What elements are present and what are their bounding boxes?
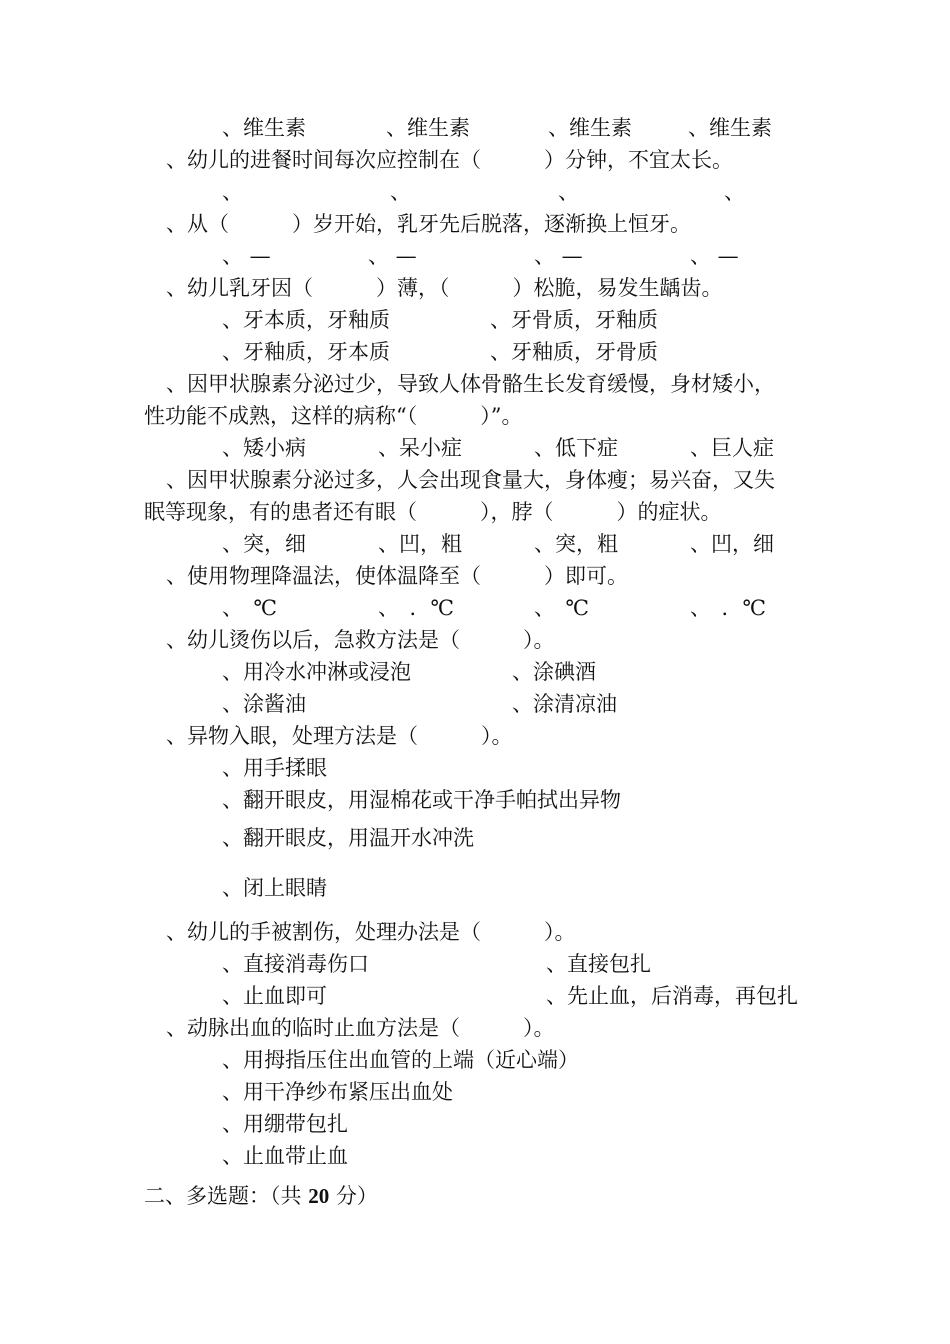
- question-eye: 、异物入眼，处理方法是（ ）。: [166, 724, 513, 748]
- option-b: 、呆小症: [378, 436, 462, 460]
- option-a: 、用手揉眼: [222, 756, 327, 780]
- question-thyroid-low: 、因甲状腺素分泌过少，导致人体骨骼生长发育缓慢，身材矮小，: [166, 372, 775, 396]
- option-b: 、牙骨质，牙釉质: [490, 308, 658, 332]
- option-a: 、 —: [222, 244, 271, 268]
- question-cooling: 、使用物理降温法，使体温降至（ ）即可。: [166, 564, 628, 588]
- option-c: 、涂酱油: [222, 692, 306, 716]
- option-b: 、维生素: [386, 116, 470, 140]
- option-d: 、止血带止血: [222, 1144, 348, 1168]
- option-d: 、牙釉质，牙骨质: [490, 340, 658, 364]
- option-c: 、 ℃: [534, 596, 589, 620]
- option-d: 、巨人症: [690, 436, 774, 460]
- option-d: 、闭上眼睛: [222, 876, 327, 900]
- option-b: 、用干净纱布紧压出血处: [222, 1080, 453, 1104]
- question-thyroid-low-cont: 性功能不成熟，这样的病称“（ ）”。: [144, 404, 523, 428]
- option-d: 、涂清凉油: [512, 692, 617, 716]
- option-d: 、凹，细: [690, 532, 774, 556]
- option-d: 、 —: [690, 244, 739, 268]
- option-b: 、翻开眼皮，用湿棉花或干净手帕拭出异物: [222, 788, 621, 812]
- section-heading-suffix: 分）: [329, 1184, 378, 1208]
- option-a: 、用冷水冲淋或浸泡: [222, 660, 411, 684]
- option-a: 、矮小病: [222, 436, 306, 460]
- option-d: 、: [724, 180, 745, 204]
- option-d: 、维生素: [688, 116, 772, 140]
- question-burn: 、幼儿烫伤以后，急救方法是（ ）。: [166, 628, 555, 652]
- option-b: 、: [390, 180, 411, 204]
- option-a: 、维生素: [222, 116, 306, 140]
- option-a: 、突，细: [222, 532, 306, 556]
- option-a: 、用拇指压住出血管的上端（近心端）: [222, 1048, 579, 1072]
- option-c: 、 —: [534, 244, 583, 268]
- option-b: 、涂碘酒: [512, 660, 596, 684]
- question-artery: 、动脉出血的临时止血方法是（ ）。: [166, 1016, 555, 1040]
- option-a: 、直接消毒伤口: [222, 952, 369, 976]
- option-c: 、突，粗: [534, 532, 618, 556]
- question-cut: 、幼儿的手被割伤，处理办法是（ ）。: [166, 920, 576, 944]
- option-b: 、 —: [368, 244, 417, 268]
- option-b: 、直接包扎: [546, 952, 651, 976]
- section-heading-prefix: 二、多选题：（共: [144, 1184, 309, 1208]
- section-score: 20: [308, 1184, 330, 1208]
- option-a: 、: [222, 180, 243, 204]
- option-b: 、 ．℃: [378, 596, 454, 620]
- option-c: 、用绷带包扎: [222, 1112, 348, 1136]
- option-c: 、维生素: [548, 116, 632, 140]
- option-c: 、翻开眼皮，用温开水冲洗: [222, 826, 474, 850]
- option-d: 、 ．℃: [690, 596, 766, 620]
- question-caries: 、幼儿乳牙因（ ）薄，（ ）松脆，易发生龋齿。: [166, 276, 723, 300]
- option-c: 、低下症: [534, 436, 618, 460]
- option-a: 、 ℃: [222, 596, 277, 620]
- question-teeth-age: 、从（ ）岁开始，乳牙先后脱落，逐渐换上恒牙。: [166, 212, 691, 236]
- section-heading: [144, 1182, 378, 1210]
- option-b: 、凹，粗: [378, 532, 462, 556]
- option-c: 、: [558, 180, 579, 204]
- question-thyroid-high-cont: 眠等现象，有的患者还有眼（ ），脖（ ）的症状。: [144, 500, 722, 524]
- question-thyroid-high: 、因甲状腺素分泌过多，人会出现食量大，身体瘦；易兴奋，又失: [166, 468, 775, 492]
- question-meal-time: 、幼儿的进餐时间每次应控制在（ ）分钟，不宜太长。: [166, 148, 733, 172]
- option-d: 、先止血，后消毒，再包扎: [546, 984, 798, 1008]
- option-c: 、止血即可: [222, 984, 327, 1008]
- option-a: 、牙本质，牙釉质: [222, 308, 390, 332]
- option-c: 、牙釉质，牙本质: [222, 340, 390, 364]
